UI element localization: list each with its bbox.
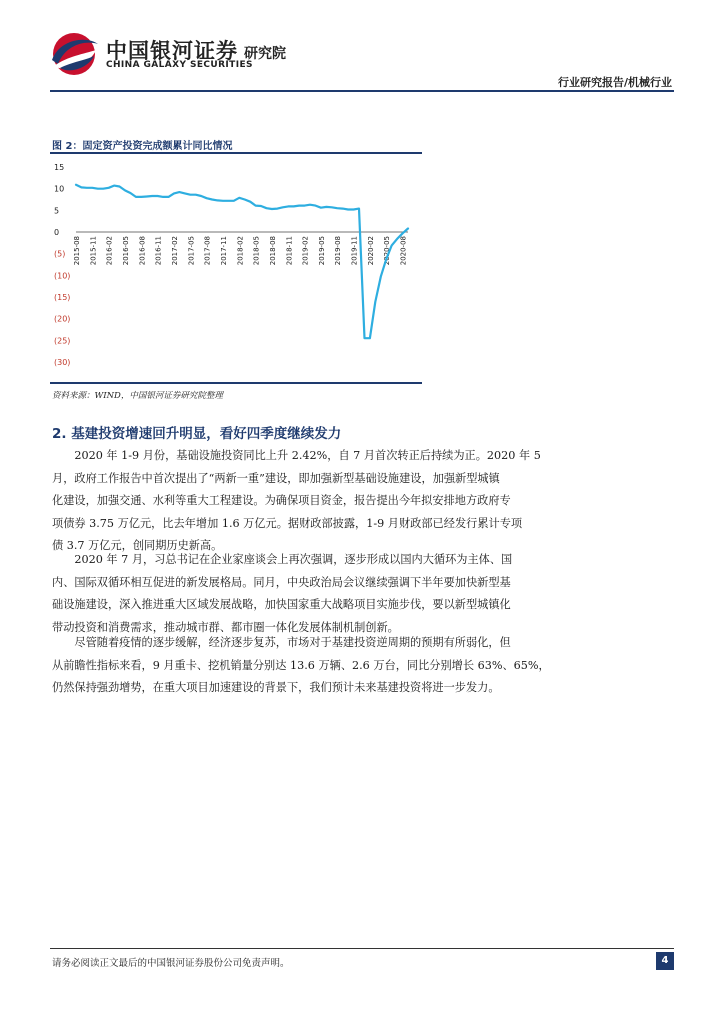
y-tick-label: (30) [54,358,71,367]
paragraph-line: 带动投资和消费需求，推动城市群、都市圈一体化发展体制机制创新。 [52,620,399,634]
paragraph-3 [52,632,674,700]
footer-divider [50,948,674,949]
y-tick-label: 15 [54,163,65,172]
x-tick-label: 2015-08 [73,236,81,266]
x-tick-label: 2017-08 [203,236,212,266]
y-tick-label: (20) [54,314,71,324]
x-tick-label: 2019-02 [301,236,310,266]
x-tick-label: 2020-08 [399,236,408,266]
y-tick-label: (10) [54,271,71,281]
china-galaxy-logo-icon [46,30,102,78]
paragraph-line: 内、国际双循环相互促进的新发展格局。同月，中央政治局会议继续强调下半年要加快新型基 [52,575,511,589]
x-tick-label: 2016-11 [154,236,163,266]
paragraph-line: 尽管随着疫情的逐步缓解，经济逐步复苏，市场对于基建投资逆周期的预期有所弱化，但 [52,636,511,649]
x-tick-label: 2018-08 [268,236,277,266]
x-tick-label: 2018-02 [236,236,245,266]
y-tick-label: (15) [54,293,71,302]
y-tick-label: 5 [54,206,60,216]
paragraph-line: 从前瞻性指标来看，9 月重卡、挖机销量分别达 13.6 万辆、2.6 万台，同比分别增长 63%、65%， [52,658,550,672]
x-tick-label: 2017-02 [170,236,179,266]
paragraph-line: 项债券 3.75 万亿元，比去年增加 1.6 万亿元。据财政部披露，1-9 月财政部已经发行累计专项 [52,516,523,530]
figure-source: 资料来源：WIND，中国银河证券研究院整理 [52,391,223,401]
x-tick-label: 2017-05 [187,236,196,266]
figure-bottom-rule [50,382,422,384]
x-tick-label: 2015-11 [89,236,98,266]
x-tick-label: 2018-05 [252,236,261,266]
brand-institute: 研究院 [244,46,286,62]
y-tick-label: 10 [54,184,65,194]
x-tick-label: 2016-05 [121,236,130,266]
x-tick-label: 2020-02 [366,236,375,266]
paragraph-line: 债 3.7 万亿元，创同期历史新高。 [52,539,223,552]
paragraph-line: 仍然保持强劲增势，在重大项目加速建设的背景下，我们预计未来基建投资将进一步发力。 [52,681,500,694]
x-tick-label: 2019-08 [334,236,343,266]
paragraph-line: 2020 年 7 月，习总书记在企业家座谈会上再次强调，逐步形成以国内大循环为主体、国 [52,553,513,566]
x-tick-label: 2016-08 [138,236,147,266]
page-header [0,0,724,92]
figure-top-rule [50,152,422,154]
x-tick-label: 2020-05 [383,236,392,266]
x-tick-label: 2016-02 [105,236,114,266]
section-title: 2. 基建投资增速回升明显，看好四季度继续发力 [52,426,342,442]
header-divider [50,90,674,92]
paragraph-2 [52,549,674,639]
paragraph-line: 2020 年 1-9 月份，基础设施投资同比上升 2.42%，自 7 月首次转正后持续为正。2020 年 5 [52,449,541,462]
report-category: 行业研究报告/机械行业 [557,76,672,89]
fixed-asset-investment-chart [50,155,422,381]
y-tick-label: (5) [54,249,66,259]
footer-disclaimer: 请务必阅读正文最后的中国银河证券股份公司免责声明。 [52,958,290,969]
paragraph-line: 化建设，加强交通、水利等重大工程建设。为确保项目资金，报告提出今年拟安排地方政府专 [52,494,511,507]
page-number: 4 [656,952,674,970]
x-tick-label: 2017-11 [219,236,228,266]
x-tick-label: 2019-05 [317,236,326,266]
x-tick-label: 2019-11 [350,236,359,266]
y-tick-label: 0 [54,228,60,237]
paragraph-line: 础设施建设，深入推进重大区域发展战略，加快国家重大战略项目实施步伐，要以新型城镇化 [52,598,511,611]
paragraph-line: 月，政府工作报告中首次提出了“两新一重”建设，即加强新型基础设施建设，加强新型城镇 [52,471,500,485]
x-tick-label: 2018-11 [285,236,294,266]
figure-title: 图 2：固定资产投资完成额累计同比情况 [52,141,233,152]
brand-name-cn: 中国银河证券 [106,39,238,63]
y-tick-label: (25) [54,336,71,346]
paragraph-1 [52,445,674,558]
brand-name-en: CHINA GALAXY SECURITIES [106,60,253,70]
